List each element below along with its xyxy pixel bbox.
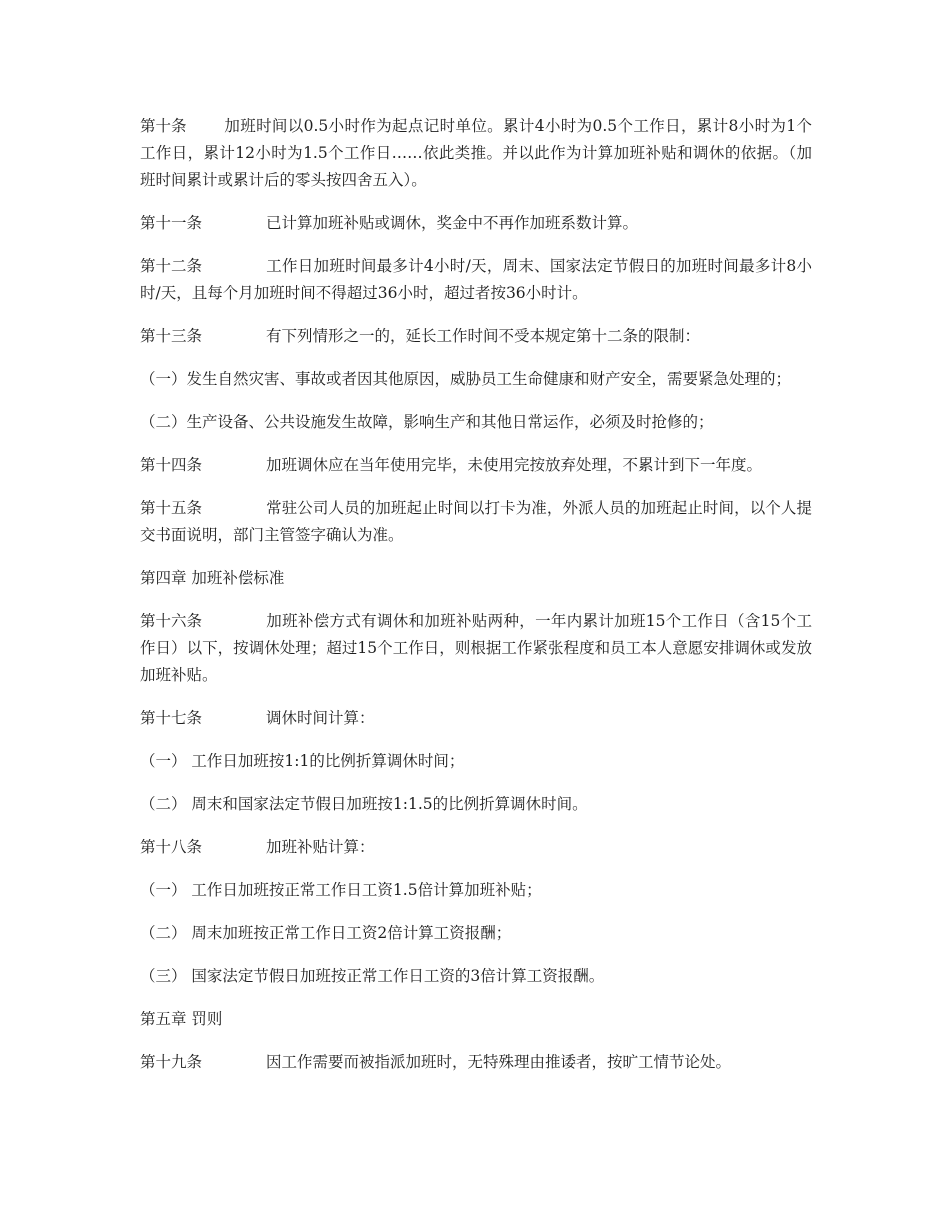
article-15	[140, 495, 812, 549]
article-14	[140, 452, 812, 479]
document-page	[140, 113, 812, 1092]
article-17	[140, 705, 812, 732]
article-text: 加班时间以0.5小时作为起点记时单位。累计4小时为0.5个工作日，累计8小时为1个工作日，累计12小时为1.5个工作日……依此类推。并以此作为计算加班补贴和调休的依据。（加班时间累计或累计后的零头按四舍五入）。	[140, 117, 812, 189]
article-number: 第十九条	[140, 1053, 203, 1071]
article-number: 第十四条	[140, 456, 203, 474]
article-10	[140, 113, 812, 194]
article-18-item-1: （一） 工作日加班按正常工作日工资1.5倍计算加班补贴；	[140, 881, 542, 899]
article-16	[140, 608, 812, 689]
article-number: 第十二条	[140, 257, 203, 275]
article-text: 常驻公司人员的加班起止时间以打卡为准，外派人员的加班起止时间，以个人提交书面说明，部门主管签字确认为准。	[140, 499, 812, 544]
article-number: 第十六条	[140, 612, 203, 630]
chapter-4-heading: 第四章 加班补偿标准	[140, 569, 285, 587]
article-11	[140, 210, 812, 237]
article-17-item-1: （一） 工作日加班按1:1的比例折算调休时间；	[140, 752, 465, 770]
article-number: 第十七条	[140, 709, 203, 727]
article-number: 第十八条	[140, 838, 203, 856]
article-text: 已计算加班补贴或调休，奖金中不再作加班系数计算。	[266, 214, 639, 232]
article-text: 加班补贴计算：	[266, 838, 375, 856]
chapter-5-heading: 第五章 罚则	[140, 1010, 223, 1028]
article-17-item-2: （二） 周末和国家法定节假日加班按1:1.5的比例折算调休时间。	[140, 795, 588, 813]
article-text: 因工作需要而被指派加班时，无特殊理由推诿者，按旷工情节论处。	[266, 1053, 732, 1071]
article-text: 加班补偿方式有调休和加班补贴两种，一年内累计加班15个工作日（含15个工作日）以下，按调休处理；超过15个工作日，则根据工作紧张程度和员工本人意愿安排调休或发放加班补贴。	[140, 612, 812, 684]
article-13-item-2: （二）生产设备、公共设施发生故障，影响生产和其他日常运作，必须及时抢修的；	[140, 413, 714, 431]
article-text: 调休时间计算：	[266, 709, 375, 727]
article-text: 有下列情形之一的，延长工作时间不受本规定第十二条的限制：	[266, 327, 701, 345]
article-text: 加班调休应在当年使用完毕，未使用完按放弃处理，不累计到下一年度。	[266, 456, 763, 474]
article-number: 第十一条	[140, 214, 203, 232]
article-text: 工作日加班时间最多计4小时/天，周末、国家法定节假日的加班时间最多计8小时/天，且每个月加班时间不得超过36小时，超过者按36小时计。	[140, 257, 812, 302]
article-18	[140, 834, 812, 861]
article-number: 第十三条	[140, 327, 203, 345]
article-18-item-2: （二） 周末加班按正常工作日工资2倍计算工资报酬；	[140, 924, 512, 942]
article-13	[140, 323, 812, 350]
article-number: 第十条	[140, 117, 187, 135]
article-19	[140, 1049, 812, 1076]
article-18-item-3: （三） 国家法定节假日加班按正常工作日工资的3倍计算工资报酬。	[140, 967, 605, 985]
article-13-item-1: （一）发生自然灾害、事故或者因其他原因，威胁员工生命健康和财产安全，需要紧急处理的；	[140, 370, 792, 388]
article-number: 第十五条	[140, 499, 203, 517]
article-12	[140, 253, 812, 307]
